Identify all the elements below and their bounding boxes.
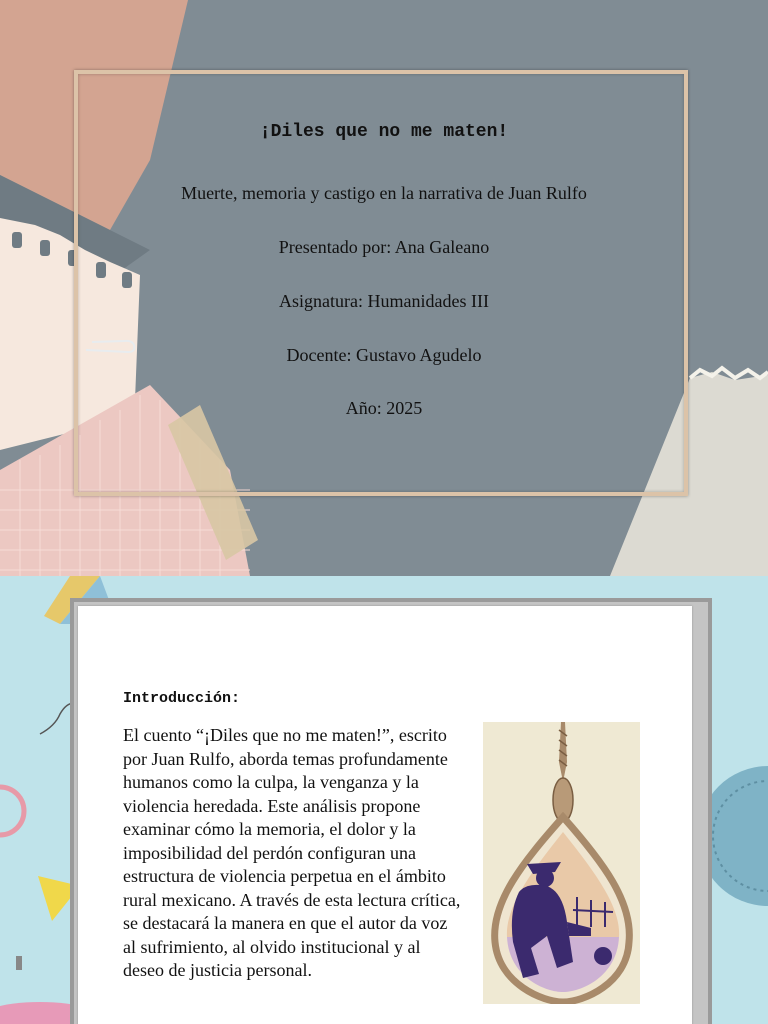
presentation-title: ¡Diles que no me maten! — [259, 122, 509, 142]
subject-line: Asignatura: Humanidades III — [279, 291, 489, 311]
introduction-heading: Introducción: — [123, 690, 241, 707]
presenter-line: Presentado por: Ana Galeano — [278, 237, 490, 257]
introduction-slide — [0, 576, 768, 1024]
teacher-line: Docente: Gustavo Agudelo — [286, 345, 482, 365]
introduction-body: El cuento “¡Diles que no me maten!”, escrito por Juan Rulfo, aborda temas profundamente humanos como la culpa, la venganza y la violencia heredada. Este análisis propone examinar cómo la memoria, el dolor y la imposibilidad del perdón configuran una estructura de violencia perpetua en el ámbito rural mexicano. A través de esta lectura crítica, se destacará la manera en que el autor da voz al sufrimiento, al olvido institucional y al deseo de justicia personal. — [123, 725, 461, 980]
presentation-subtitle: Muerte, memoria y castigo en la narrativa de Juan Rulfo — [181, 183, 587, 203]
pink-circle-outline — [0, 787, 24, 835]
hanging-noose-illustration — [483, 722, 640, 1004]
year-line: Año: 2025 — [345, 398, 423, 418]
